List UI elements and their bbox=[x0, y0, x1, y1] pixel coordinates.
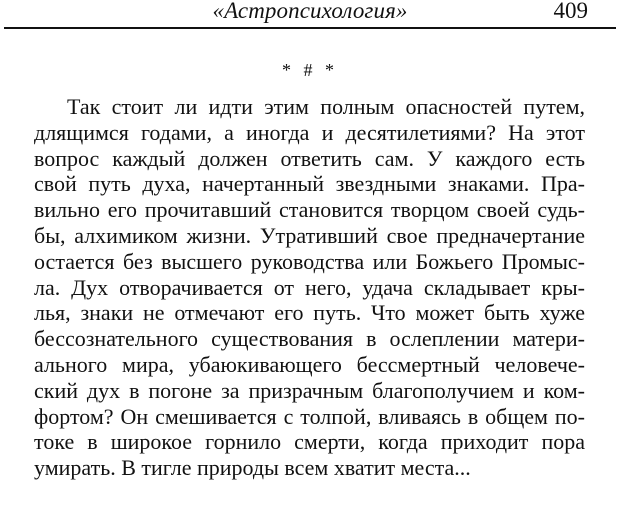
text-line: умирать. В тигле природы всем хватит места... bbox=[34, 455, 471, 481]
text-line: лья, знаки не отмечают его путь. Что может быть хуже bbox=[34, 300, 585, 326]
text-line: вильно его прочитавший становится творцом своей судь- bbox=[34, 197, 585, 223]
text-line: ального мира, убаюкивающего бессмертный человече- bbox=[34, 351, 585, 377]
header-rule bbox=[4, 27, 616, 29]
paragraph bbox=[34, 94, 585, 481]
text-line: Так стоит ли идти этим полным опасностей путем, bbox=[67, 94, 585, 119]
text-line: бессознательного существования в ослеплении матери- bbox=[34, 326, 585, 352]
text-line: вопрос каждый должен ответить сам. У каждого есть bbox=[34, 145, 585, 171]
text-line: остается без высшего руководства или Божьего Промыс- bbox=[34, 248, 585, 274]
text-line: фортом? Он смешивается с толпой, вливаясь в общем по- bbox=[34, 403, 585, 429]
page-number: 409 bbox=[553, 0, 588, 23]
text-line: длящимся годами, а иногда и десятилетиями? На этот bbox=[34, 119, 585, 145]
text-line: ский дух в погоне за призрачным благополучием и ком- bbox=[34, 377, 585, 403]
running-header bbox=[4, 0, 616, 26]
section-break-mark: * # * bbox=[282, 60, 338, 80]
text-line: ла. Дух отворачивается от него, удача складывает кры- bbox=[34, 274, 585, 300]
text-line: бы, алхимиком жизни. Утративший свое предначертание bbox=[34, 222, 585, 248]
text-line: свой путь духа, начертанный звездными знаками. Пра- bbox=[34, 171, 585, 197]
running-title: «Астропсихология» bbox=[212, 0, 408, 23]
text-line: токе в широкое горнило смерти, когда приходит пора bbox=[34, 429, 585, 455]
